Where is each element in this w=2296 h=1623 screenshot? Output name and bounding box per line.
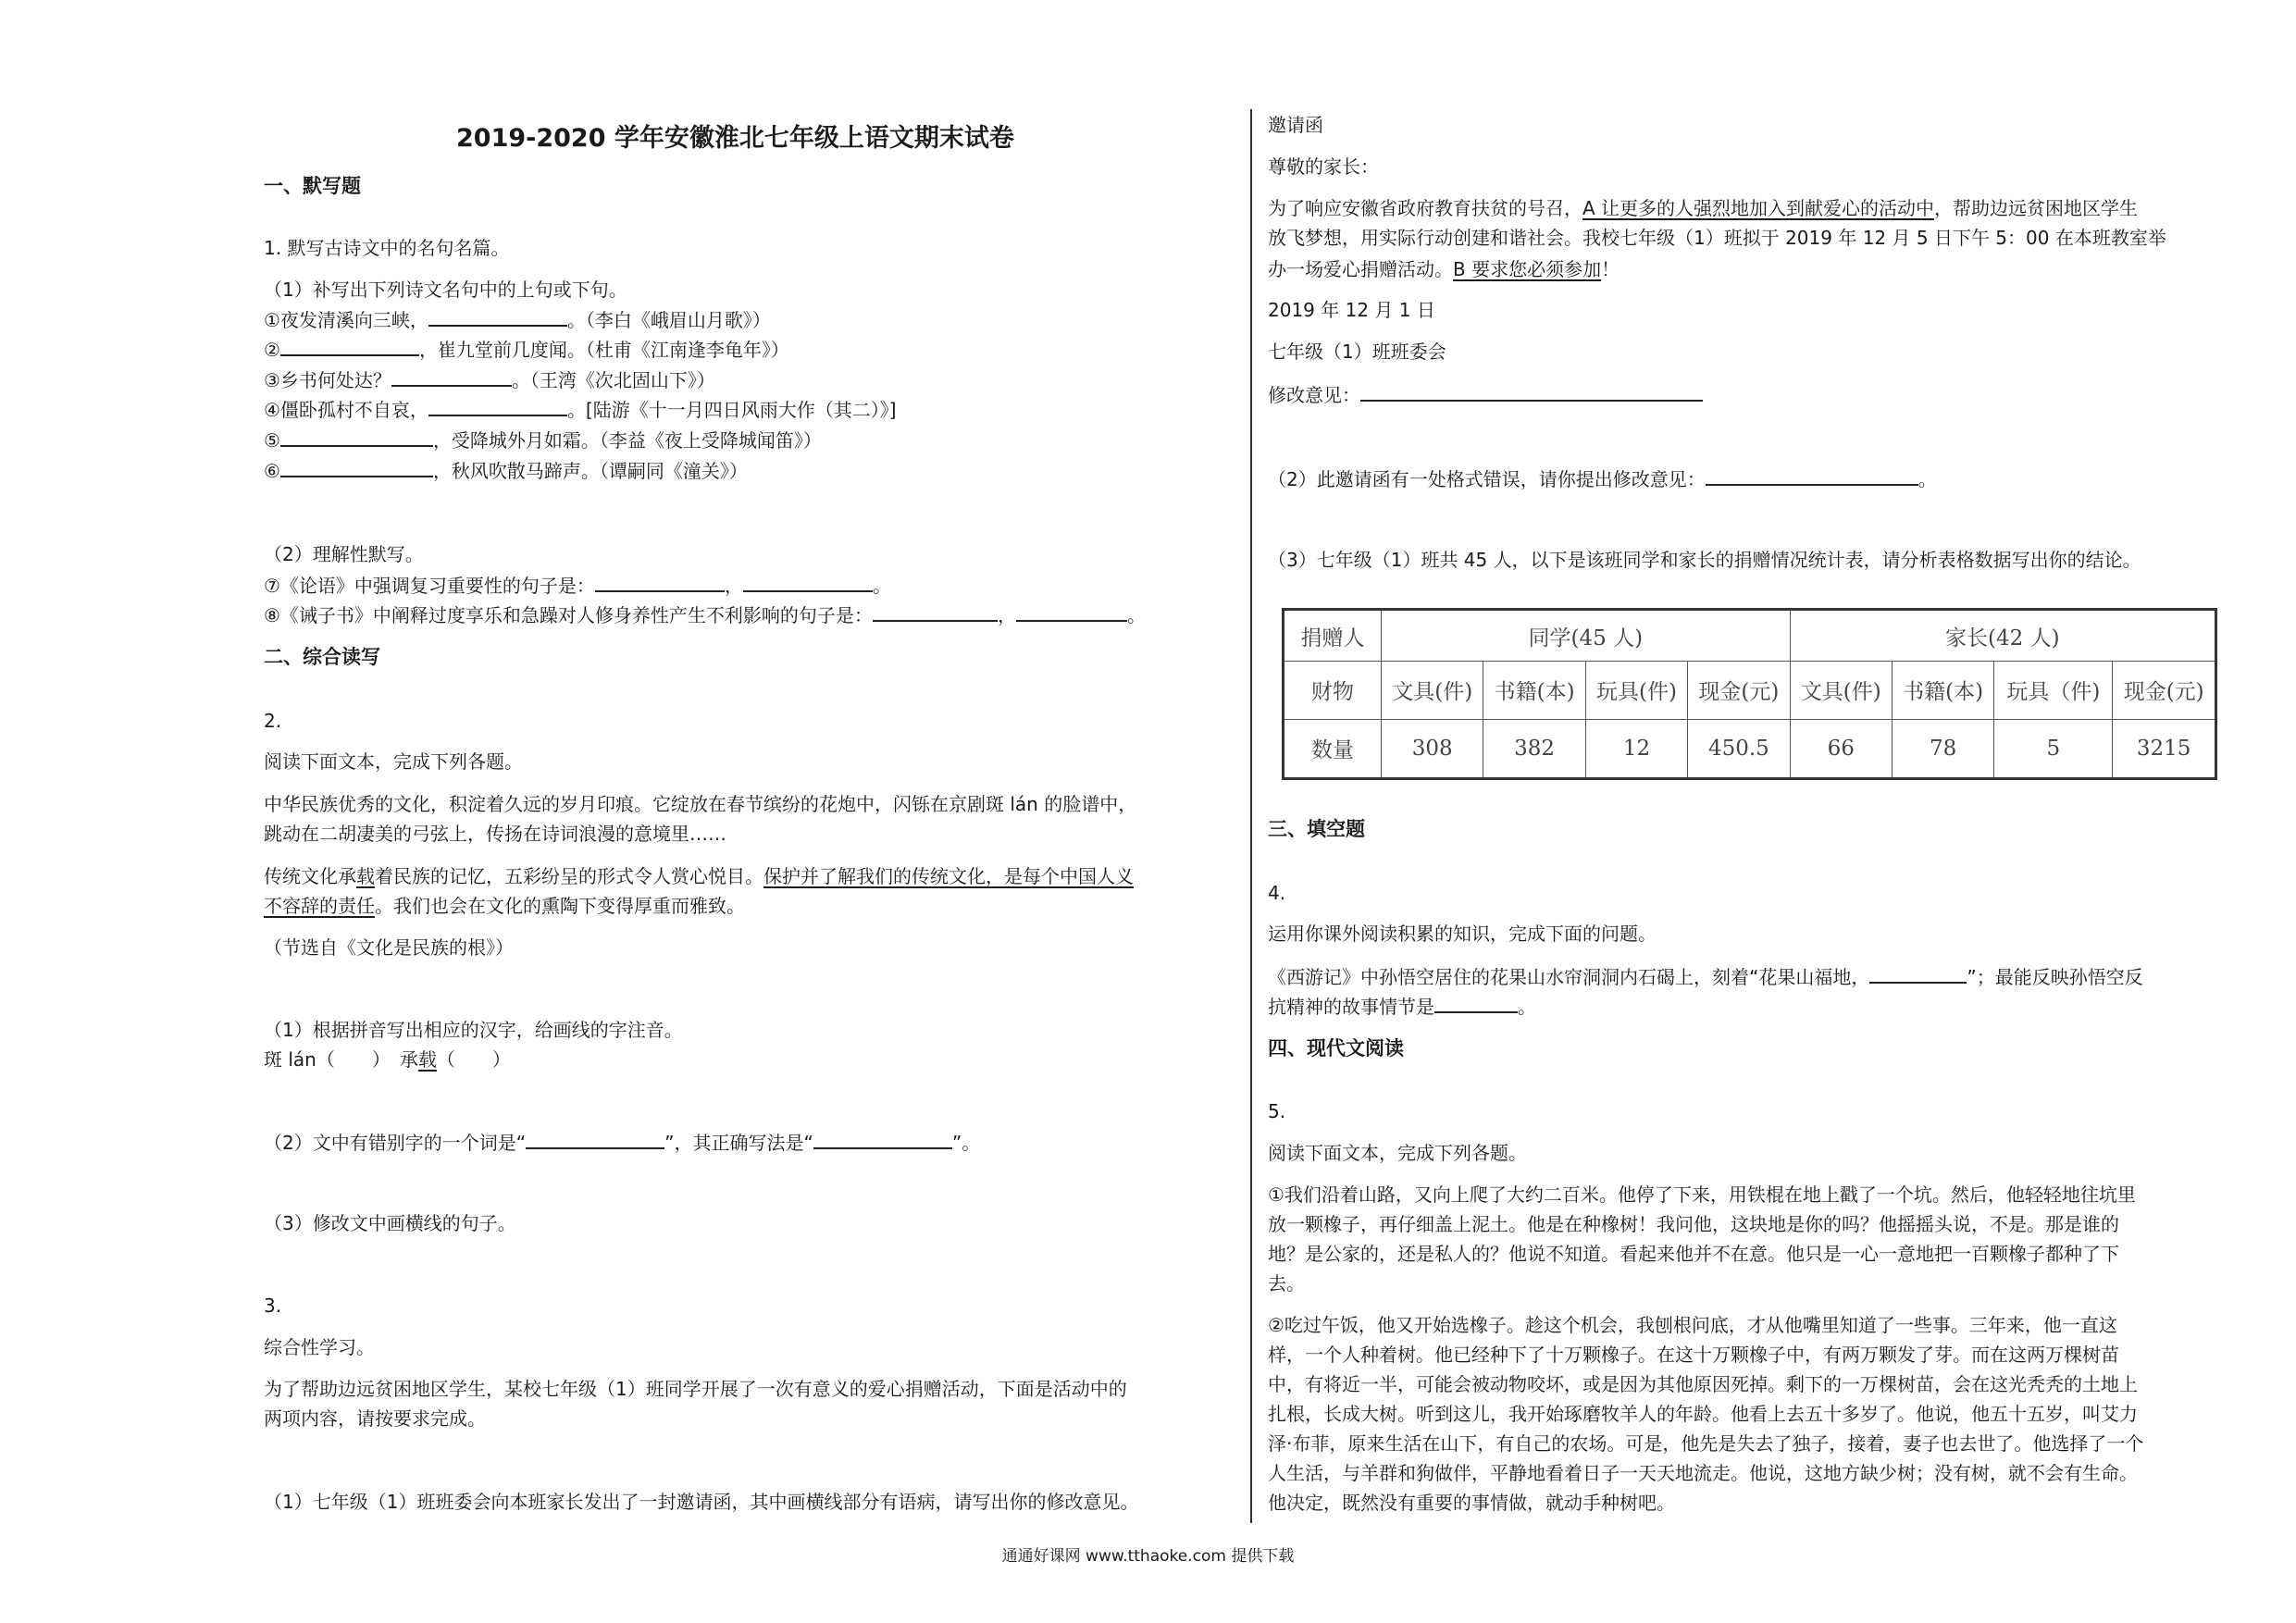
q5-intro: 阅读下面文本，完成下列各题。 <box>1268 1142 1527 1164</box>
column-header: 文具(件) <box>1382 662 1483 719</box>
table-cell: 382 <box>1483 719 1585 778</box>
column-header: 玩具（件) <box>1994 662 2113 719</box>
q5-paragraph-line: 去。 <box>1268 1272 1305 1295</box>
q2-passage-line: 中华民族优秀的文化，积淀着久远的岁月印痕。它绽放在春节缤纷的花炮中，闪铄在京剧斑 lán 的脸谱中， <box>264 793 1137 815</box>
q3-number: 3. <box>264 1295 282 1317</box>
answer-blank[interactable] <box>1016 601 1127 622</box>
answer-blank[interactable] <box>1434 993 1518 1013</box>
q4-intro: 运用你课外阅读积累的知识，完成下面的问题。 <box>1268 923 1657 945</box>
table-cell: 12 <box>1585 719 1687 778</box>
q3-subquestion-2: （2）此邀请函有一处格式错误，请你提出修改意见： 。 <box>1268 465 1937 491</box>
table-cell: 66 <box>1790 719 1892 778</box>
q3-subquestion-3: （3）七年级（1）班共 45 人，以下是该班同学和家长的捐赠情况统计表，请分析表格数据写出你的结论。 <box>1268 549 2141 571</box>
answer-blank[interactable] <box>1706 465 1918 486</box>
donation-table <box>1282 608 2217 780</box>
table-cell: 3215 <box>2113 719 2216 778</box>
column-header: 现金(元) <box>1688 662 1790 719</box>
q5-paragraph-line: 人生活，与羊群和狗做伴，平静地看着日子一天天地流走。他说，这地方缺少树；没有树，就不会有生命。 <box>1268 1462 2138 1484</box>
q5-paragraph-line: 放一颗橡子，再仔细盖上泥土。他是在种橡树！我问他，这块地是你的吗？他摇摇头说，不是。那是谁的 <box>1268 1213 2119 1235</box>
q1-line7: ⑦《论语》中强调复习重要性的句子是： ， 。 <box>264 572 891 598</box>
q5-paragraph-line: 他决定，既然没有重要的事情做，就动手种树吧。 <box>1268 1492 1675 1514</box>
invitation-body-line: 为了响应安徽省政府教育扶贫的号召，A 让更多的人强烈地加入到献爱心的活动中，帮助边远贫困地区学生 <box>1268 197 2139 219</box>
q5-paragraph-line: 地？是公家的，还是私人的？他说不知道。看起来他并不在意。他只是一心一意地把一百颗橡子都种了下 <box>1268 1243 2119 1265</box>
underlined-sentence: 不容辞的责任 <box>264 895 375 917</box>
answer-blank[interactable] <box>280 427 433 447</box>
answer-blank[interactable] <box>1360 381 1703 402</box>
q1-line1: ①夜发清溪向三峡， 。（李白《峨眉山月歌》） <box>264 306 771 332</box>
q1-line8: ⑧《诫子书》中阐释过度享乐和急躁对人修身养性产生不利影响的句子是： ， 。 <box>264 601 1146 627</box>
q5-paragraph-line: 样，一个人种着树。他已经种下了十万颗橡子。在这十万颗橡子中，有两万颗发了芽。而在这两万棵树苗 <box>1268 1344 2119 1366</box>
answer-blank[interactable] <box>595 572 725 592</box>
q1-line4: ④僵卧孤村不自哀， 。[陆游《十一月四日风雨大作（其二）》] <box>264 396 897 422</box>
q2-subquestion-2: （2）文中有错别字的一个词是“ ”，其正确写法是“ ”。 <box>264 1129 980 1155</box>
answer-blank[interactable] <box>391 366 512 387</box>
answer-blank[interactable] <box>280 457 433 477</box>
answer-blank[interactable] <box>813 1129 952 1149</box>
table-cell: 308 <box>1382 719 1483 778</box>
answer-blank[interactable] <box>428 306 567 327</box>
q2-subquestion-3: （3）修改文中画横线的句子。 <box>264 1212 516 1234</box>
q3-subquestion-1: （1）七年级（1）班班委会向本班家长发出了一封邀请函，其中画横线部分有语病，请写出你的修改意见。 <box>264 1491 1139 1513</box>
q5-paragraph-line: 泽·布菲，原来生活在山下，有自己的农场。可是，他先是失去了独子，接着，妻子也去世了。他选择了一个 <box>1268 1432 2144 1455</box>
q2-source: （节选自《文化是民族的根》） <box>264 936 514 959</box>
q2-subquestion-1: （1）根据拼音写出相应的汉字，给画线的字注音。 <box>264 1019 683 1041</box>
q1-number: 1. 默写古诗文中的名句名篇。 <box>264 237 510 259</box>
table-cell: 5 <box>1994 719 2113 778</box>
q4-number: 4. <box>1268 882 1286 904</box>
header-students: 同学(45 人) <box>1382 610 1791 662</box>
section-heading-reading-writing: 二、综合读写 <box>264 646 380 668</box>
invitation-salutation: 尊敬的家长： <box>1268 155 1379 178</box>
q3-paragraph: 为了帮助边远贫困地区学生，某校七年级（1）班同学开展了一次有意义的爱心捐赠活动，下面是活动中的 <box>264 1378 1127 1400</box>
underlined-sentence: 保护并了解我们的传统文化，是每个中国人义 <box>763 865 1134 887</box>
table-cell: 78 <box>1892 719 1993 778</box>
section-heading-modern-reading: 四、现代文阅读 <box>1268 1037 1404 1059</box>
section-heading-dictation: 一、默写题 <box>264 175 361 197</box>
answer-blank[interactable] <box>1869 963 1967 984</box>
header-parents: 家长(42 人) <box>1790 610 2215 662</box>
table-cell: 450.5 <box>1688 719 1790 778</box>
q4-line: 《西游记》中孙悟空居住的花果山水帘洞洞内石碣上，刻着“花果山福地， ”；最能反映孙悟空反 <box>1268 963 2143 989</box>
q5-paragraph-line: 中，有将近一半，可能会被动物咬坏，或是因为其他原因死掉。剩下的一万棵树苗，会在这光秃秃的土地上 <box>1268 1373 2138 1395</box>
q5-paragraph-line: ①我们沿着山路，又向上爬了大约二百米。他停了下来，用铁棍在地上戳了一个坑。然后，他轻轻地往坑里 <box>1268 1183 2136 1206</box>
answer-blank[interactable] <box>280 336 419 356</box>
answer-blank[interactable] <box>743 572 873 592</box>
column-header: 书籍(本) <box>1483 662 1585 719</box>
q2-passage-line: 跳动在二胡凄美的弓弦上，传扬在诗词浪漫的意境里…… <box>264 823 726 845</box>
answer-blank[interactable] <box>873 601 998 622</box>
section-heading-fill-in: 三、填空题 <box>1268 818 1365 840</box>
q5-number: 5. <box>1268 1100 1286 1122</box>
answer-blank[interactable] <box>526 1129 664 1149</box>
page-title: 2019-2020 学年安徽淮北七年级上语文期末试卷 <box>456 124 1014 153</box>
column-header: 书籍(本) <box>1892 662 1993 719</box>
q3-paragraph: 两项内容，请按要求完成。 <box>264 1407 486 1430</box>
invitation-date: 2019 年 12 月 1 日 <box>1268 299 1435 321</box>
q1-line6: ⑥ ，秋风吹散马蹄声。（谭嗣同《潼关》） <box>264 457 748 483</box>
q2-passage-line: 传统文化承载着民族的记忆，五彩纷呈的形式令人赏心悦目。保护并了解我们的传统文化，是每个中国人义 <box>264 865 1134 887</box>
q1-line3: ③乡书何处达？ 。（王湾《次北固山下》） <box>264 366 715 392</box>
answer-blank[interactable] <box>428 396 567 416</box>
revision-line: 修改意见： <box>1268 381 1703 407</box>
q5-paragraph-line: ②吃过午饭，他又开始选橡子。趁这个机会，我刨根问底，才从他嘴里知道了一些事。三年来，他一直这 <box>1268 1314 2117 1336</box>
q5-paragraph-line: 扎根，长成大树。听到这儿，我开始琢磨牧羊人的年龄。他看上去五十多岁了。他说，他五十五岁，叫艾力 <box>1268 1403 2138 1425</box>
page-footer: 通通好课网 www.tthaoke.com 提供下载 <box>1001 1547 1295 1566</box>
q1-part1: （1）补写出下列诗文名句中的上句或下句。 <box>264 279 627 301</box>
q2-subquestion-1-answer: 斑 lán（ ） 承载（ ） <box>264 1048 511 1071</box>
q1-part2: （2）理解性默写。 <box>264 543 424 565</box>
column-header: 现金(元) <box>2113 662 2216 719</box>
header-quantity: 数量 <box>1284 719 1382 778</box>
q1-line2: ② ，崔九堂前几度闻。（杜甫《江南逢李龟年》） <box>264 336 789 362</box>
header-donor: 捐赠人 <box>1284 610 1382 662</box>
q2-passage-line: 不容辞的责任。我们也会在文化的熏陶下变得厚重而雅致。 <box>264 895 745 917</box>
column-divider <box>1250 109 1252 1523</box>
column-header: 文具(件) <box>1790 662 1892 719</box>
invitation-signer: 七年级（1）班班委会 <box>1268 341 1446 363</box>
column-header: 玩具(件) <box>1585 662 1687 719</box>
invitation-body-line: 放飞梦想，用实际行动创建和谐社会。我校七年级（1）班拟于 2019 年 12 月 5 日下午 5：00 在本班教室举 <box>1268 227 2166 249</box>
header-item: 财物 <box>1284 662 1382 719</box>
q1-line5: ⑤ ，受降城外月如霜。（李益《夜上受降城闻笛》） <box>264 427 822 452</box>
underlined-sentence-b: B 要求您必须参加 <box>1453 258 1602 280</box>
q2-intro: 阅读下面文本，完成下列各题。 <box>264 750 523 773</box>
underlined-sentence-a: A 让更多的人强烈地加入到献爱心的活动中 <box>1582 197 1935 219</box>
q2-number: 2. <box>264 710 282 732</box>
q4-line: 抗精神的故事情节是 。 <box>1268 993 1536 1019</box>
invitation-title: 邀请函 <box>1268 114 1323 136</box>
invitation-body-line: 办一场爱心捐赠活动。B 要求您必须参加！ <box>1268 258 1620 280</box>
q3-intro: 综合性学习。 <box>264 1336 375 1358</box>
